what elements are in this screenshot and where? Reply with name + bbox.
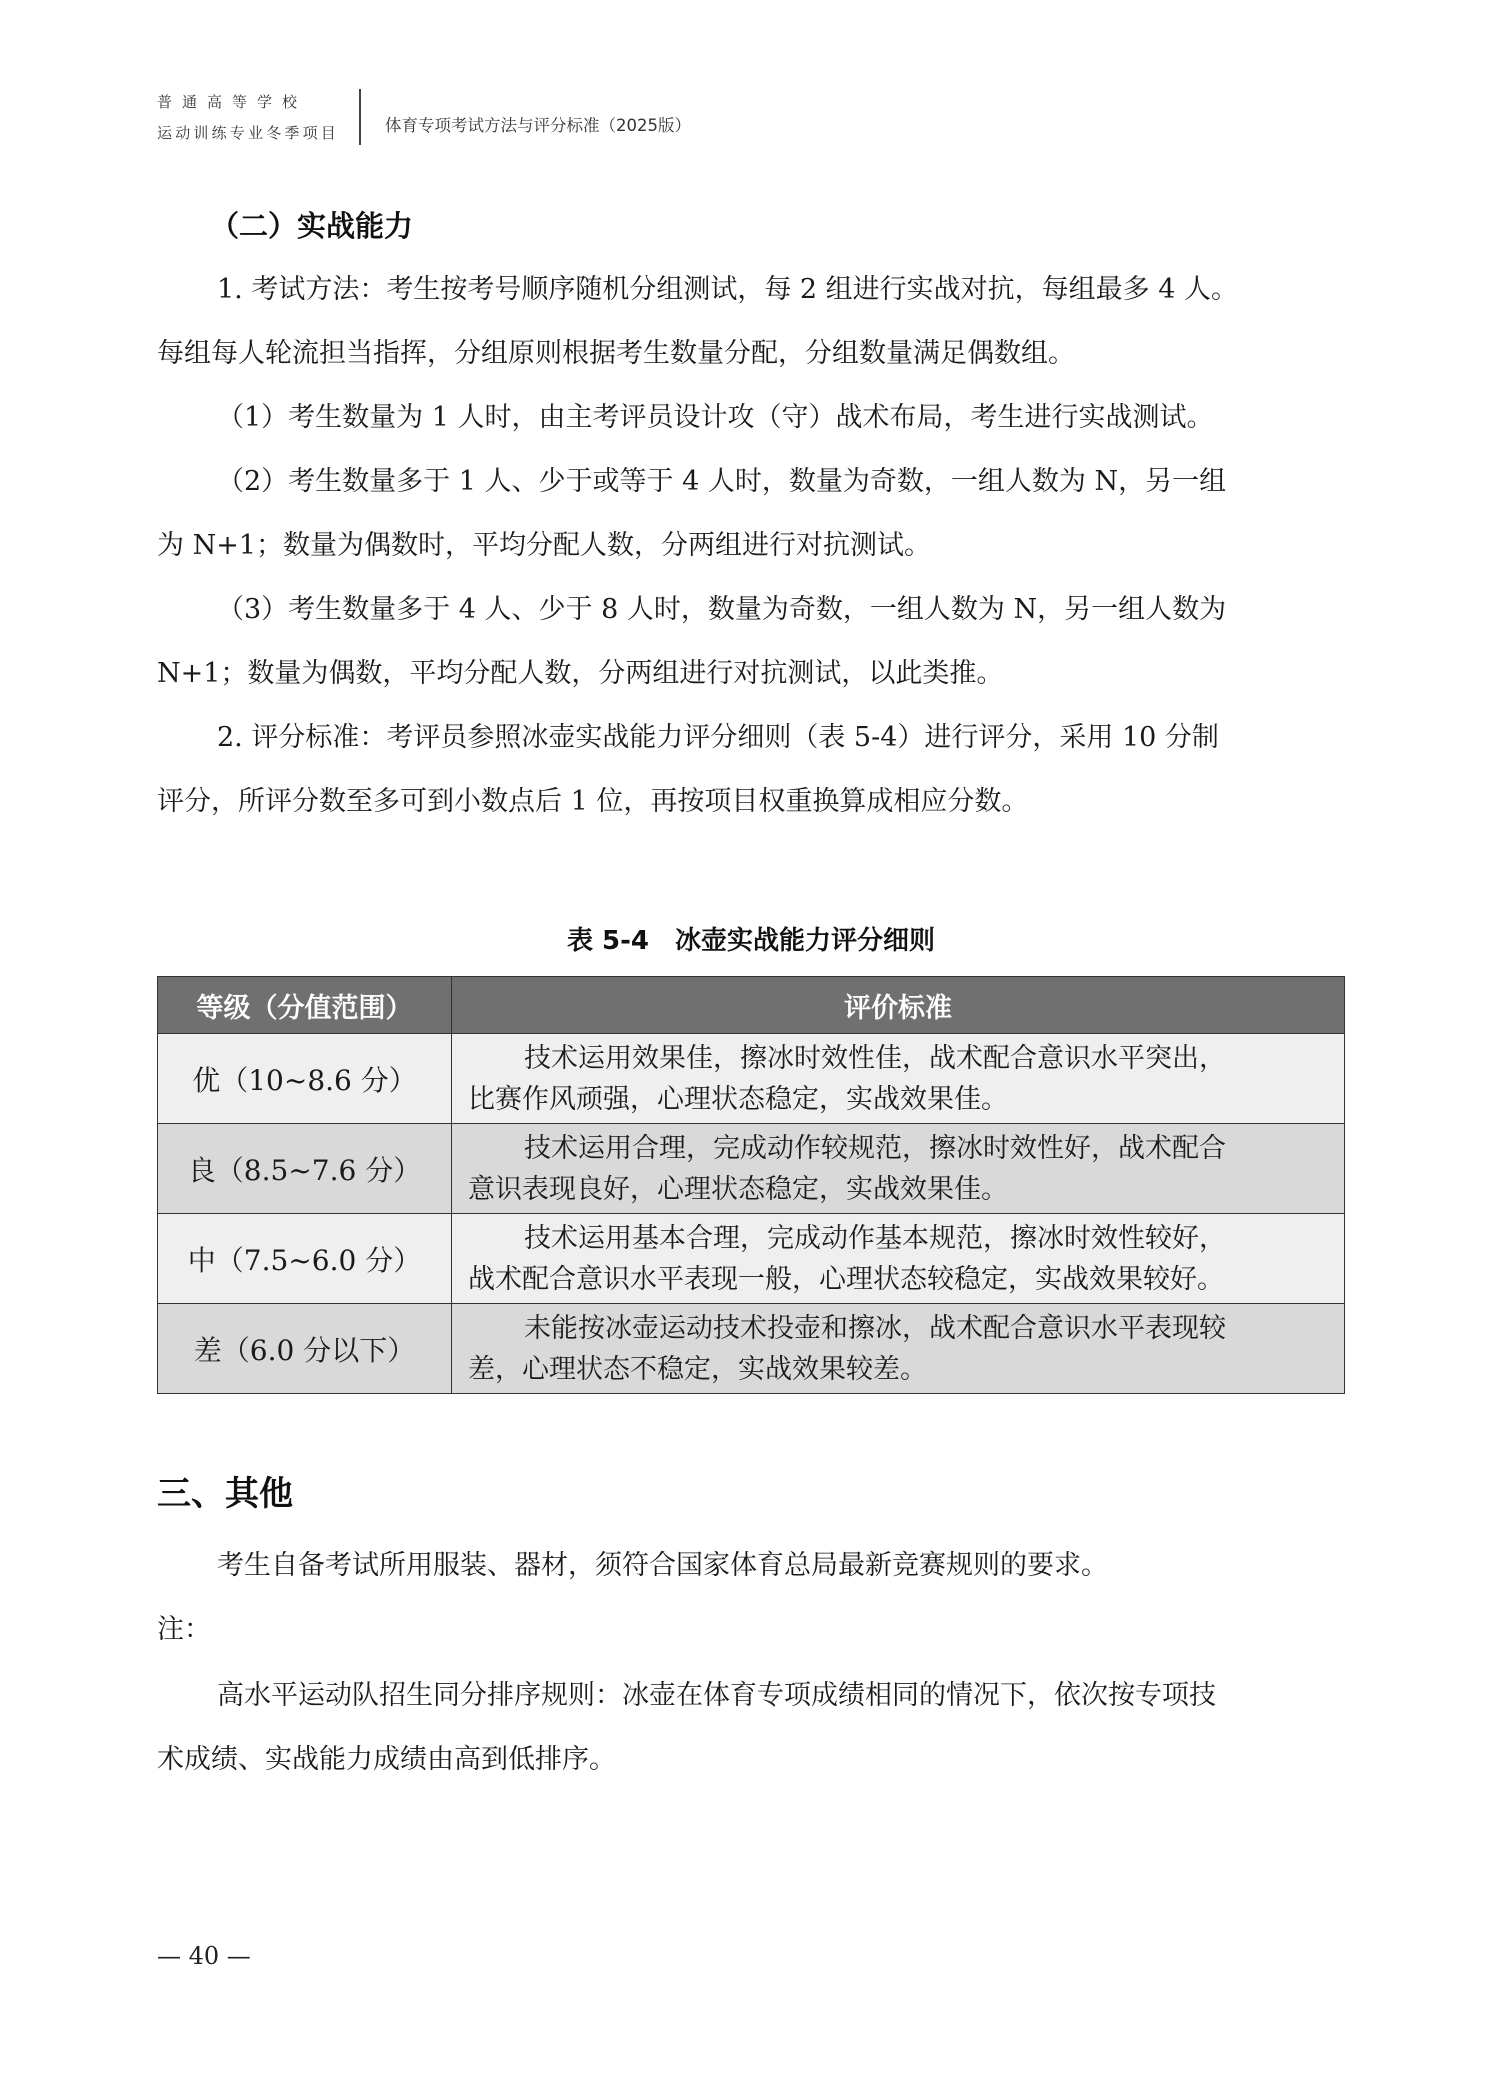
criteria-line: 差，心理状态不稳定，实战效果较差。 — [468, 1353, 927, 1385]
page-number: — 40 — — [157, 1942, 251, 1970]
table-cell-level: 良（8.5~7.6 分） — [158, 1124, 452, 1214]
paragraph-line: 评分，所评分数至多可到小数点后 1 位，再按项目权重换算成相应分数。 — [157, 786, 1029, 817]
paragraph-scoring-standard — [157, 706, 1345, 834]
note-label-text: 注： — [157, 1614, 211, 1645]
header-doc-title: 体育专项考试方法与评分标准（2025版） — [385, 116, 692, 135]
criteria-line: 技术运用合理，完成动作较规范，擦冰时效性好，战术配合 — [524, 1132, 1226, 1164]
paragraph-line: 为 N+1；数量为偶数时，平均分配人数，分两组进行对抗测试。 — [157, 530, 932, 561]
table-header-criteria: 评价标准 — [452, 977, 1345, 1034]
table-cell-criteria — [452, 1124, 1345, 1214]
table-cell-criteria — [452, 1034, 1345, 1124]
table-row — [158, 1124, 1345, 1214]
table-cell-criteria — [452, 1304, 1345, 1394]
header-program-line: 运动训练专业冬季项目 — [157, 124, 340, 142]
paragraph-rule-3 — [157, 578, 1345, 706]
table-cell-criteria — [452, 1214, 1345, 1304]
paragraph-line: 术成绩、实战能力成绩由高到低排序。 — [157, 1744, 616, 1775]
criteria-line: 意识表现良好，心理状态稳定，实战效果佳。 — [468, 1173, 1008, 1205]
paragraph-equipment — [157, 1534, 1345, 1598]
paragraph-rule-2 — [157, 450, 1345, 578]
paragraph-line: （3）考生数量多于 4 人、少于 8 人时，数量为奇数，一组人数为 N，另一组人数为 — [217, 594, 1227, 625]
section-title-other: 三、其他 — [157, 1474, 293, 1514]
grading-table — [157, 976, 1345, 1394]
header-school-line: 普通高等学校 — [157, 93, 308, 111]
criteria-line: 未能按冰壶运动技术投壶和擦冰，战术配合意识水平表现较 — [524, 1312, 1226, 1344]
table-cell-level: 差（6.0 分以下） — [158, 1304, 452, 1394]
paragraph-rule-1 — [157, 386, 1345, 450]
table-row — [158, 1214, 1345, 1304]
paragraph-line: 高水平运动队招生同分排序规则：冰壶在体育专项成绩相同的情况下，依次按专项技 — [217, 1680, 1216, 1711]
table-row — [158, 1304, 1345, 1394]
criteria-line: 技术运用效果佳，擦冰时效性佳，战术配合意识水平突出， — [524, 1042, 1226, 1074]
table-caption: 表 5-4 冰壶实战能力评分细则 — [566, 926, 936, 956]
header-divider — [359, 89, 361, 145]
criteria-line: 比赛作风顽强，心理状态稳定，实战效果佳。 — [468, 1083, 1008, 1115]
table-cell-level: 中（7.5~6.0 分） — [158, 1214, 452, 1304]
table-cell-level: 优（10~8.6 分） — [158, 1034, 452, 1124]
table-header-level: 等级（分值范围） — [158, 977, 452, 1034]
paragraph-exam-method — [157, 258, 1345, 386]
paragraph-line: 2. 评分标准：考评员参照冰壶实战能力评分细则（表 5-4）进行评分，采用 10 分制 — [217, 722, 1219, 753]
paragraph-line: 考生自备考试所用服装、器材，须符合国家体育总局最新竞赛规则的要求。 — [217, 1550, 1108, 1581]
table-row — [158, 1034, 1345, 1124]
subsection-title: （二）实战能力 — [210, 209, 414, 243]
paragraph-line: 1. 考试方法：考生按考号顺序随机分组测试，每 2 组进行实战对抗，每组最多 4 人。 — [217, 274, 1239, 305]
paragraph-tiebreak-rule — [157, 1664, 1345, 1792]
header-left-block — [157, 91, 339, 143]
table-header-row — [158, 977, 1345, 1034]
page-header — [157, 88, 691, 146]
paragraph-line: 每组每人轮流担当指挥，分组原则根据考生数量分配，分组数量满足偶数组。 — [157, 338, 1075, 369]
note-label — [157, 1598, 1345, 1662]
criteria-line: 战术配合意识水平表现一般，心理状态较稳定，实战效果较好。 — [468, 1263, 1224, 1295]
paragraph-line: N+1；数量为偶数，平均分配人数，分两组进行对抗测试，以此类推。 — [157, 658, 1004, 689]
criteria-line: 技术运用基本合理，完成动作基本规范，擦冰时效性较好， — [524, 1222, 1226, 1254]
paragraph-line: （1）考生数量为 1 人时，由主考评员设计攻（守）战术布局，考生进行实战测试。 — [217, 402, 1214, 433]
paragraph-line: （2）考生数量多于 1 人、少于或等于 4 人时，数量为奇数，一组人数为 N，另一组 — [217, 466, 1227, 497]
